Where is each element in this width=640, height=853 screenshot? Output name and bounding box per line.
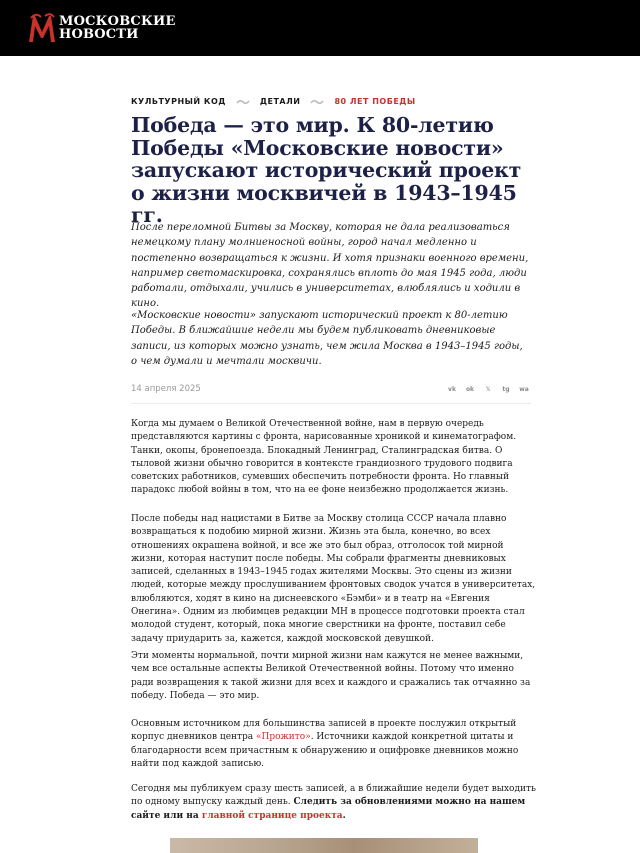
share-buttons <box>445 382 531 396</box>
site-header <box>0 0 640 56</box>
article-paragraph-1: Когда мы думаем о Великой Отечественной войне, нам в первую очередь представляются картины с фронта, нарисованные хроникой и кинематографом. Танки, окопы, бронепоезда. Блокадный Ленинград, Сталинградская битва. О тыловой жизни обычно говорится в контексте грандиозного трудового подвига советских работников, сумевших обеспечить потребности фронта. Но главный парадокс любой войны в том, что на ее фоне неизбежно продолжается жизнь. <box>131 419 517 496</box>
wave-separator-icon <box>310 98 324 106</box>
meta-divider <box>131 403 531 404</box>
breadcrumb-80-years-victory[interactable]: 80 ЛЕТ ПОБЕДЫ <box>334 97 416 106</box>
breadcrumb-culture-code[interactable]: КУЛЬТУРНЫЙ КОД <box>131 97 226 106</box>
article-title: Победа — это мир. К 80-летию Победы «Московские новости» запускают исторический проект о жизни москвичей в 1943–1945 гг. <box>131 113 522 227</box>
article-photo <box>170 838 478 853</box>
paragraph-5-bold-text: Следить за обновлениями можно на нашем сайте или на <box>131 797 526 821</box>
paragraph-5-text-start: Сегодня мы публикуем сразу шесть записей, а в ближайшие недели будет выходить по одному выпуску каждый день. <box>131 784 536 808</box>
prozhito-link[interactable]: «Прожито» <box>255 732 311 743</box>
article-paragraph-5 <box>131 783 536 823</box>
article-paragraph-4 <box>131 718 536 771</box>
paragraph-4-text-end: . Источники каждой конкретной цитаты и благодарности всем причастным к обнаружению и оцифровке дневников можно найти под каждой записью. <box>131 732 519 769</box>
breadcrumb-details[interactable]: ДЕТАЛИ <box>259 97 301 106</box>
article-paragraph-2: После победы над нацистами в Битве за Москву столица СССР начала плавно возвращаться к подобию мирной жизни. Жизнь эта была, конечно, во всех отношениях окрашена войной, и все же это был образ, отголосок той мирной жизни, которая наступит после победы. Мы собрали фрагменты дневниковых записей, сделанных в 1943–1945 годах жителями Москвы. Это сцены из жизни людей, которые между прослушиванием фронтовых сводок учатся в университетах, влюбляются, ходят в кино на диснеевского «Бэмби» и в театр на «Евгения Онегина». Одним из любимцев редакции МН в процессе подготовки проекта стал молодой студент, который, пока многие сверстники на фронте, поставил себе задачу приударить за, кажется, каждой московской девушкой. <box>131 514 536 644</box>
article-paragraph-3: Эти моменты нормальной, почти мирной жизни нам кажутся не менее важными, чем все остальные аспекты Великой Отечественной войны. Потому что именно ради возвращения к такой жизни для всех и каждого и сражались так отчаянно за победу. Победа — это мир. <box>131 651 531 701</box>
article-lead-2: «Московские новости» запускают исторический проект к 80-летию Победы. В ближайшие недели мы будем публиковать дневниковые записи, из которых можно узнать, чем жила Москва в 1943–1945 годы, о чем думали и мечтали москвичи. <box>131 310 523 367</box>
odnoklassniki-icon[interactable]: ok <box>465 385 475 393</box>
project-main-page-link[interactable]: главной странице проекта <box>201 810 343 821</box>
paragraph-4-text-start: Основным источником для большинства записей в проекте послужил открытый корпус дневников центра <box>131 719 517 743</box>
site-logo[interactable] <box>27 12 176 44</box>
logo-line-2: НОВОСТИ <box>59 27 139 42</box>
breadcrumb <box>131 97 416 106</box>
publish-date: 14 апреля 2025 <box>131 384 201 394</box>
x-icon[interactable]: 𝕏 <box>485 385 491 393</box>
logo-mark-icon <box>27 12 57 44</box>
vk-icon[interactable]: vk <box>448 385 456 393</box>
whatsapp-icon[interactable]: wa <box>519 385 529 393</box>
article-lead-1: После переломной Битвы за Москву, которая не дала реализоваться немецкому плану молниеносной войны, город начал медленно и постепенно возвращаться к жизни. И хотя признаки военного времени, например светомаскировка, сохранялись вплоть до мая 1945 года, люди работали, отдыхали, учились в университетах, влюблялись и ходили в кино. <box>131 222 529 310</box>
logo-wordmark <box>59 15 176 41</box>
logo-line-1: МОСКОВСКИЕ <box>59 14 176 29</box>
wave-separator-icon <box>236 98 250 106</box>
paragraph-5-end: . <box>342 810 346 821</box>
telegram-icon[interactable]: tg <box>502 385 510 393</box>
article-meta <box>131 380 531 398</box>
